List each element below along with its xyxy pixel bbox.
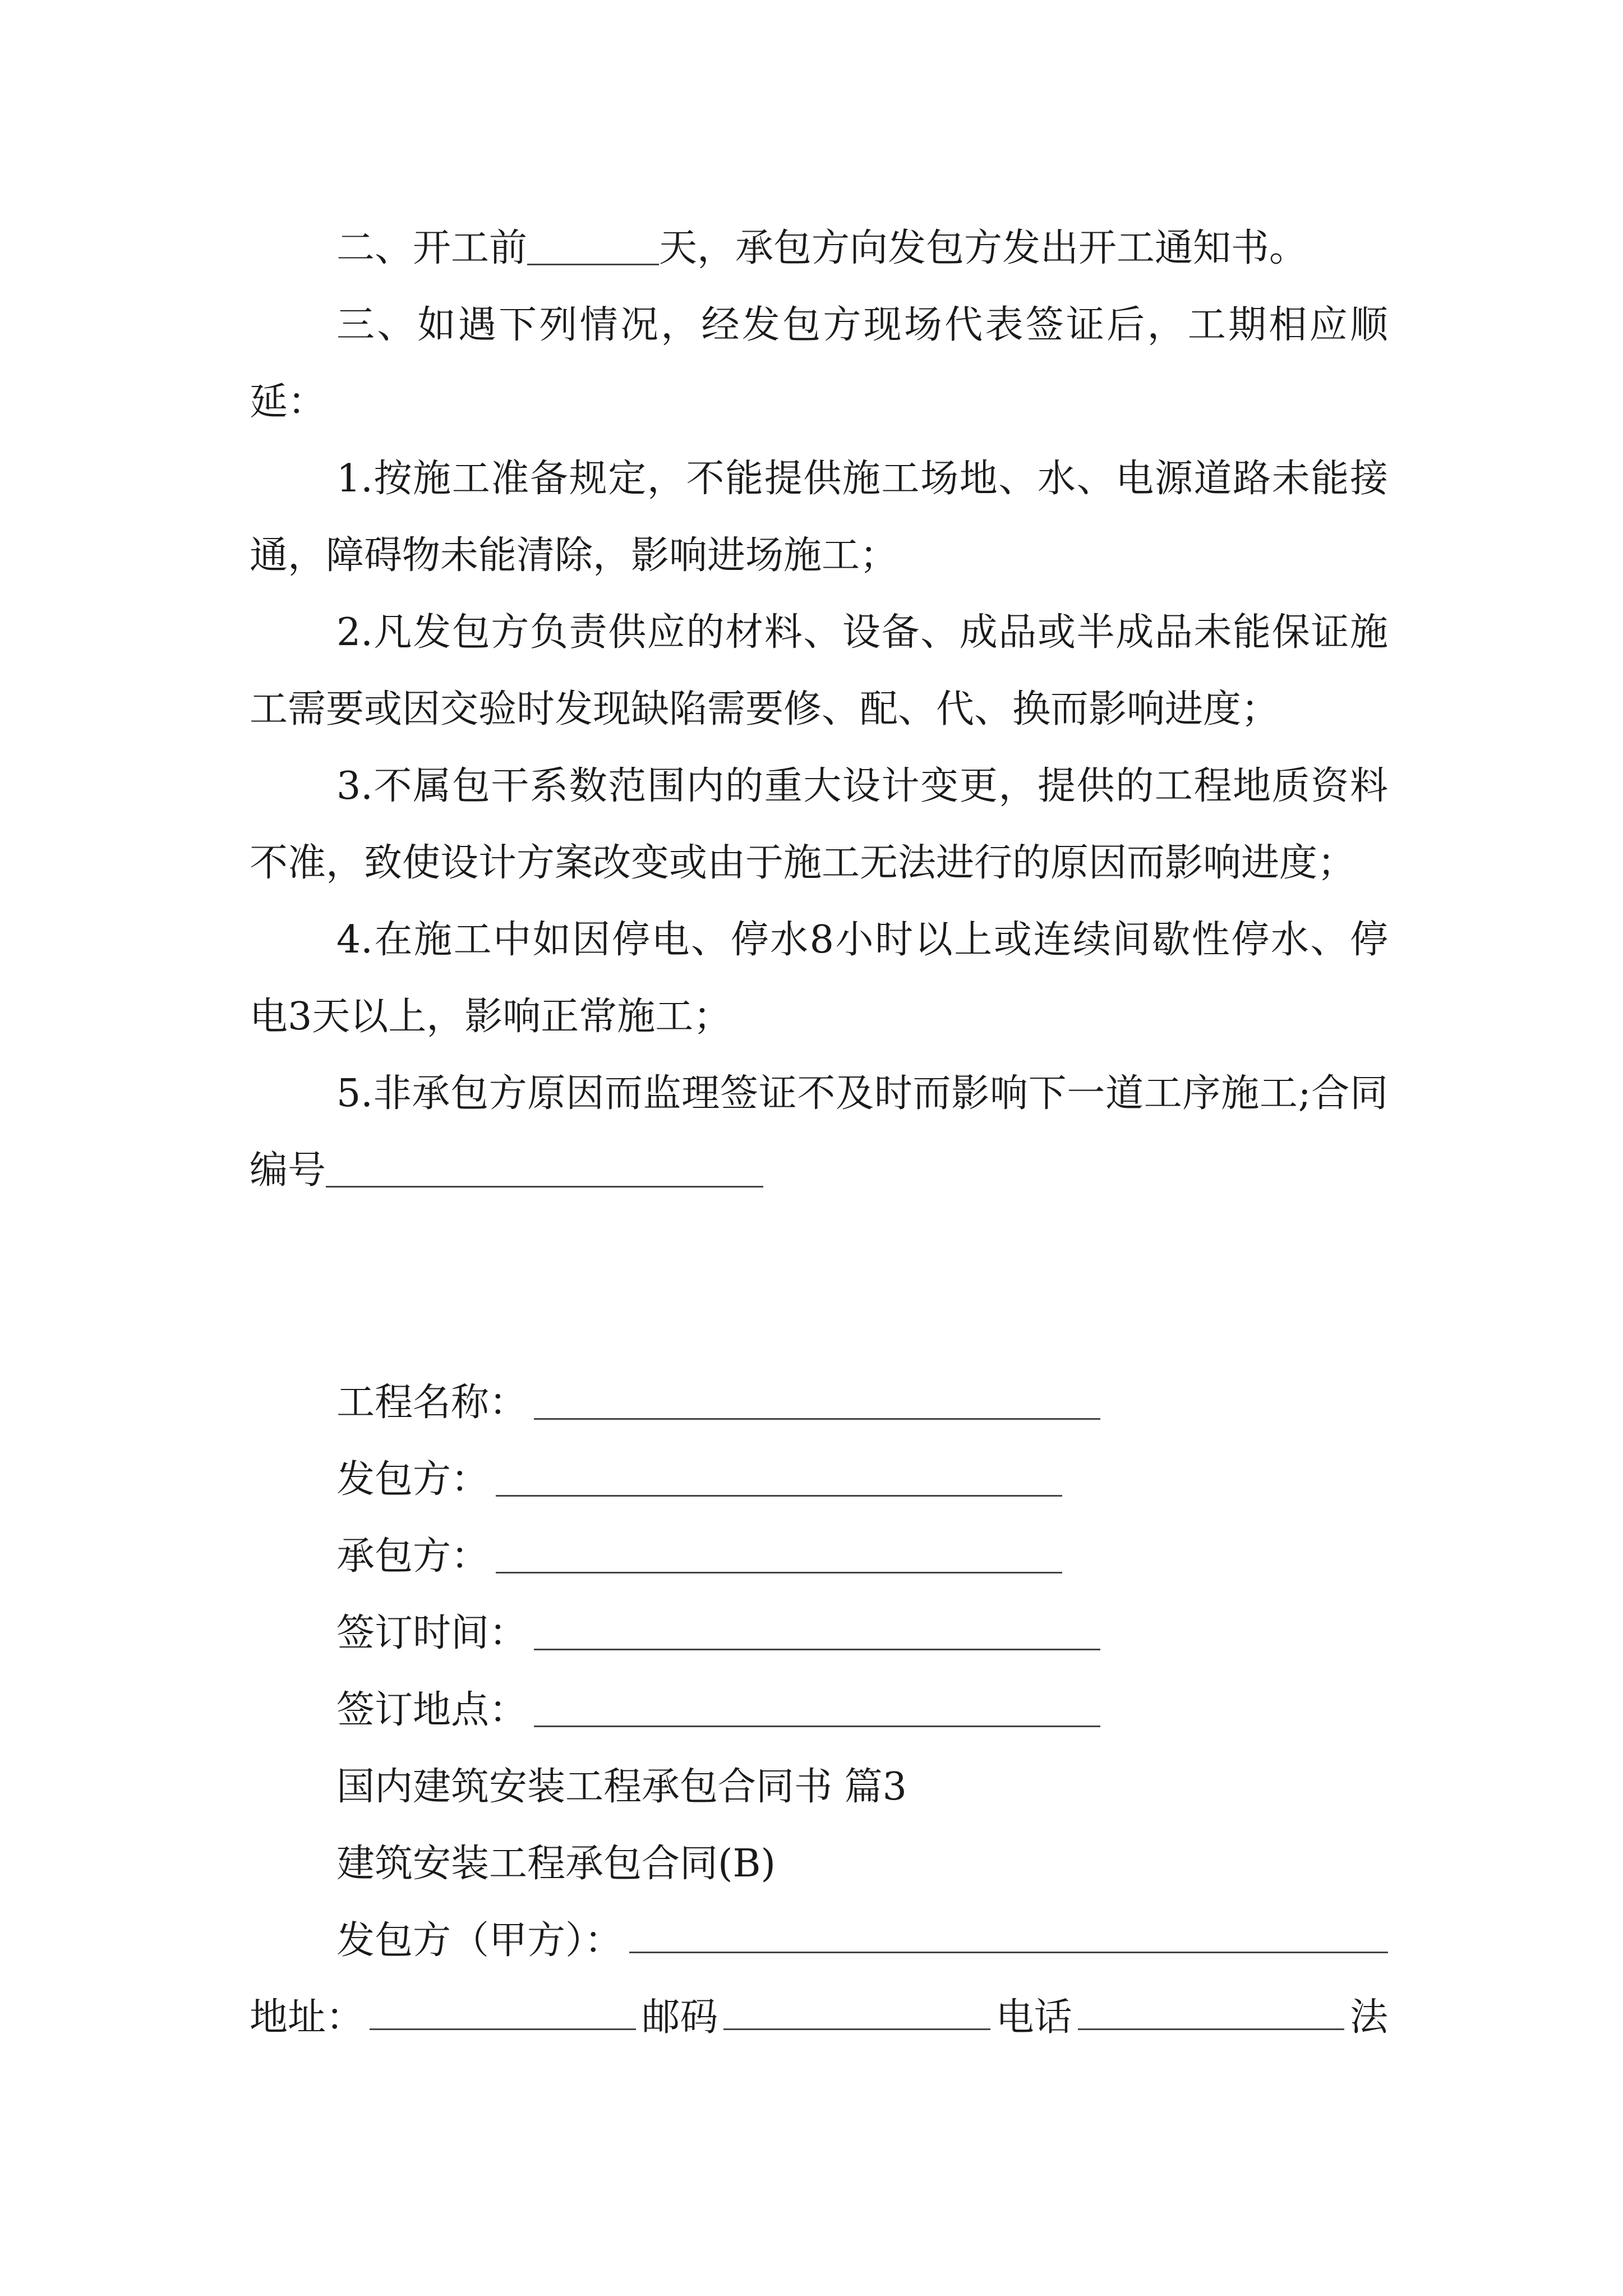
clause-2-after: 天，承包方向发包方发出开工通知书。 [659, 226, 1308, 270]
sign-place-blank [534, 1690, 1100, 1728]
list-item-5 [250, 1055, 1388, 1209]
party-a-line [336, 1902, 1388, 1979]
address-blank [370, 1992, 636, 2030]
clause-2-before: 二、开工前 [336, 226, 528, 270]
legal-label: 法 [1349, 1995, 1388, 2040]
sign-time-blank [534, 1613, 1100, 1651]
section-title: 国内建筑安装工程承包合同书 篇3 [336, 1765, 907, 1809]
sign-place-field [336, 1672, 1100, 1749]
employer-label: 发包方： [336, 1457, 490, 1502]
contractor-blank [496, 1536, 1062, 1574]
contract-number-label: 合同编号 [250, 1071, 1388, 1193]
item-5-text: 5.非承包方原因而监理签证不及时而影响下一道工序施工; [336, 1071, 1311, 1116]
postcode-label: 邮码 [642, 1995, 718, 2040]
party-a-label: 发包方（甲方）： [336, 1918, 623, 1963]
phone-blank [1078, 1992, 1344, 2030]
contract-body [250, 210, 1388, 1209]
contract-number-blank [326, 1150, 763, 1188]
contract-title: 建筑安装工程承包合同(B) [336, 1842, 776, 1886]
project-name-blank [534, 1382, 1100, 1420]
contractor-label: 承包方： [336, 1534, 490, 1579]
sign-time-label: 签订时间： [336, 1611, 528, 1655]
list-item: 1.按施工准备规定，不能提供施工场地、水、电源道路未能接通，障碍物未能清除，影响进场施工； [250, 457, 1388, 578]
project-name-label: 工程名称： [336, 1381, 528, 1425]
party-a-blank [629, 1915, 1388, 1953]
clause-3-intro: 三、如遇下列情况，经发包方现场代表签证后，工期相应顺延： [250, 303, 1388, 424]
sign-place-label: 签订地点： [336, 1688, 528, 1732]
address-label: 地址： [250, 1995, 365, 2040]
list-item: 2.凡发包方负责供应的材料、设备、成品或半成品未能保证施工需要或因交验时发现缺陷需要修、配、代、换而影响进度； [250, 610, 1388, 731]
address-line [250, 1979, 1388, 2056]
employer-field [336, 1441, 1062, 1518]
list-item: 3.不属包干系数范围内的重大设计变更，提供的工程地质资料不准，致使设计方案改变或由于施工无法进行的原因而影响进度； [250, 764, 1388, 885]
clause-start-notice [250, 210, 1388, 287]
contractor-field [336, 1518, 1062, 1595]
postcode-blank [723, 1992, 990, 2030]
days-blank [527, 228, 659, 266]
phone-label: 电话 [995, 1995, 1072, 2040]
employer-blank [496, 1459, 1062, 1497]
list-item: 4.在施工中如因停电、停水8小时以上或连续间歇性停水、停电3天以上，影响正常施工； [250, 918, 1388, 1039]
project-name-field [336, 1364, 1100, 1441]
sign-time-field [336, 1595, 1100, 1672]
